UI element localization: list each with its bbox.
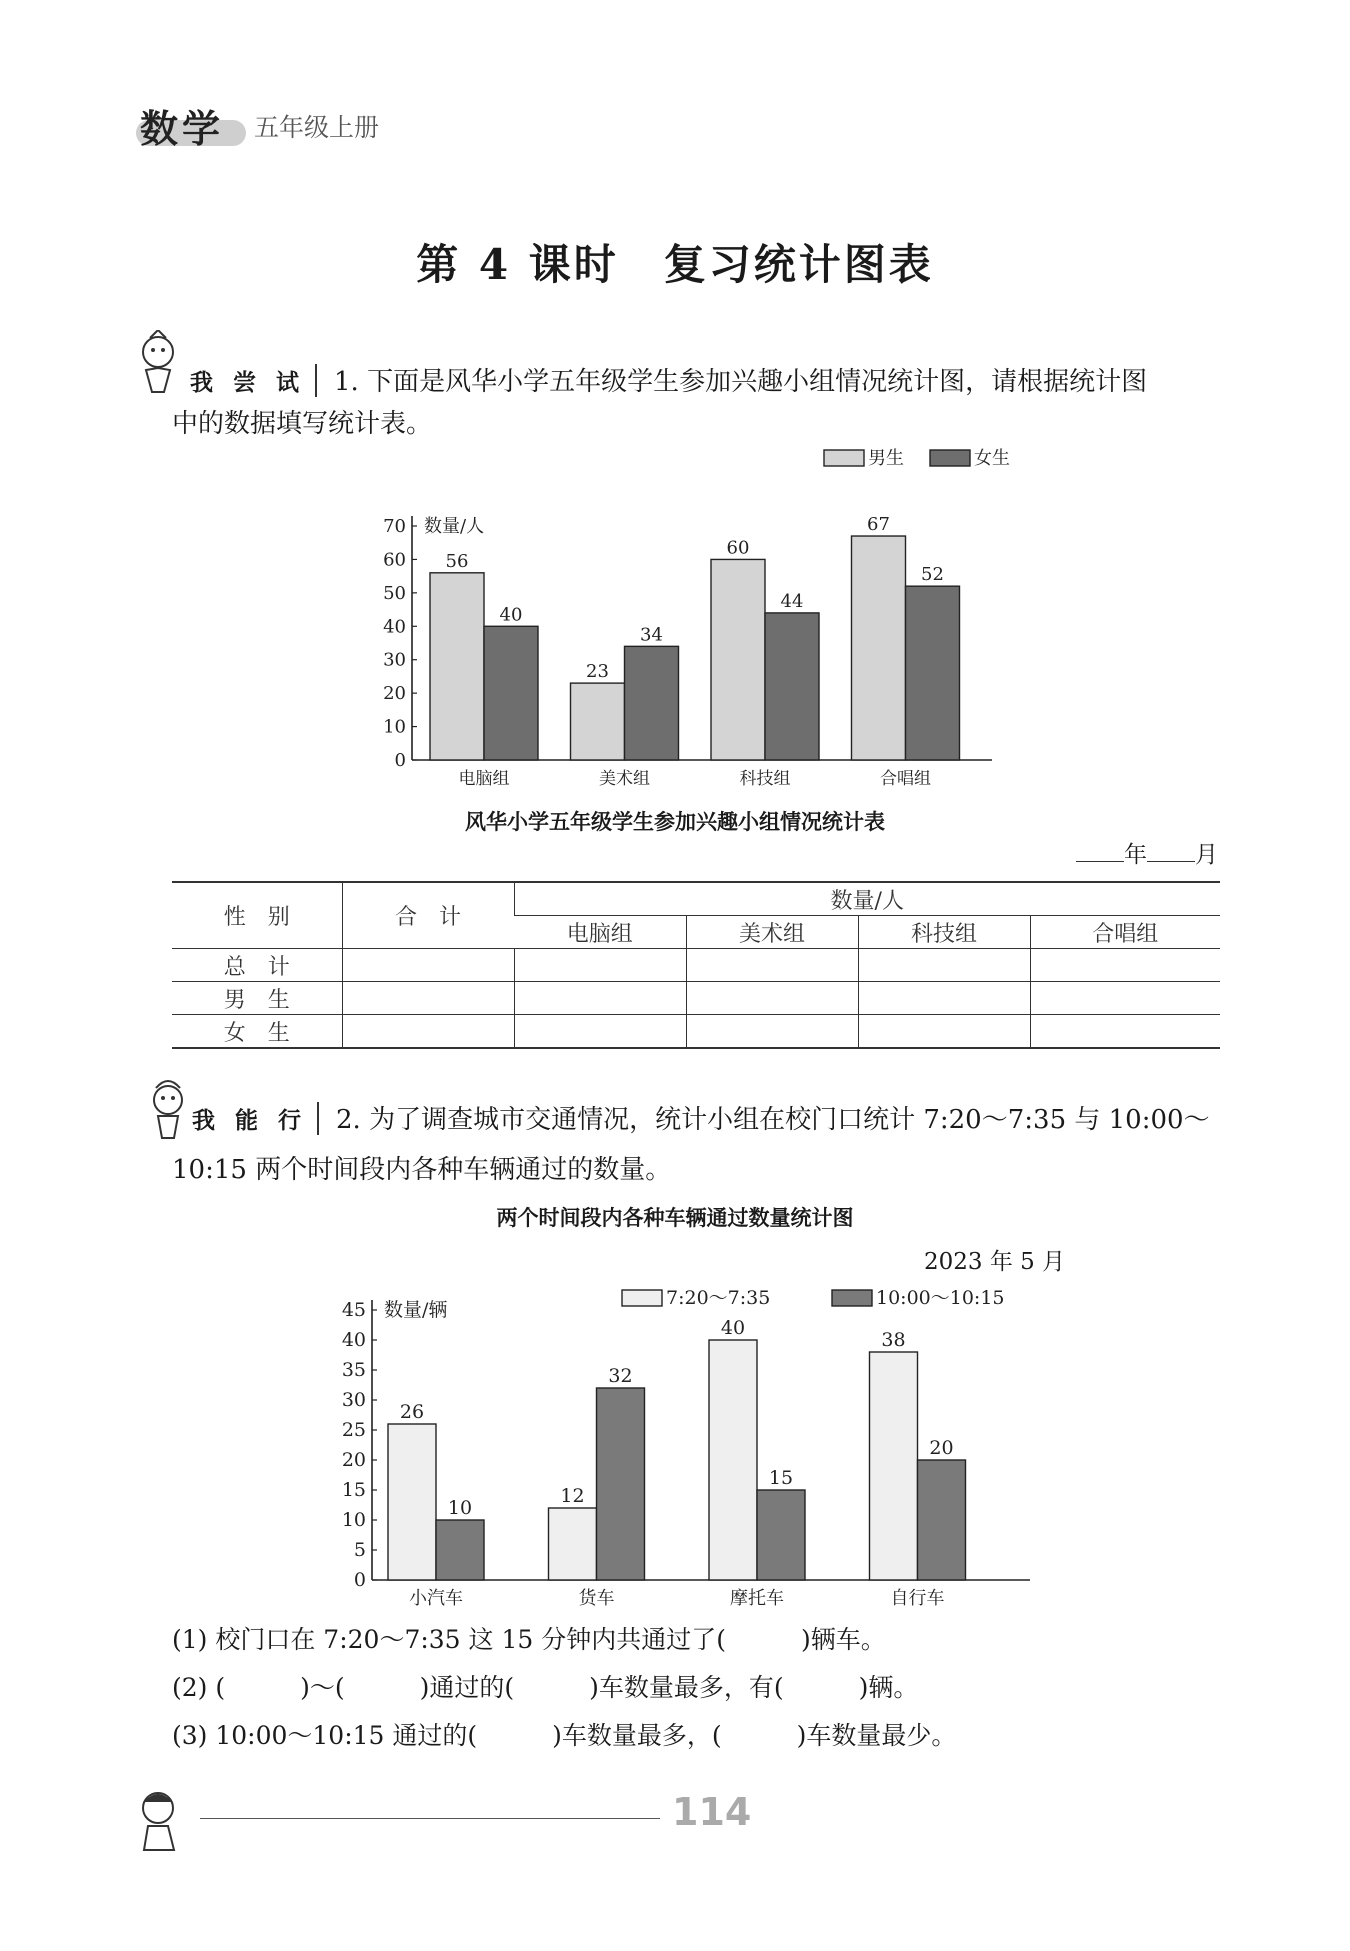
table-row-label: 男 生	[172, 982, 342, 1015]
y-tick-label: 0	[394, 750, 406, 771]
table-header-total: 合 计	[342, 882, 514, 949]
data-label: 67	[867, 514, 890, 536]
legend-swatch	[622, 1290, 662, 1306]
x-tick-label: 摩托车	[730, 1588, 784, 1609]
data-label: 10	[447, 1497, 473, 1519]
q1-badge: 我 尝 试	[190, 364, 317, 397]
bar	[625, 646, 679, 760]
table-header-gender: 性 别	[172, 882, 342, 949]
footer-mascot-icon	[130, 1786, 190, 1858]
bar	[571, 683, 625, 760]
y-tick-label: 0	[353, 1569, 366, 1591]
legend-label: 10:00～10:15	[876, 1287, 1005, 1309]
y-axis-label: 数量/人	[424, 516, 485, 537]
y-tick-label: 60	[383, 549, 406, 571]
legend-label: 女生	[974, 448, 1010, 469]
chart2-title: 两个时间段内各种车辆通过数量统计图	[496, 1206, 854, 1230]
data-label: 34	[640, 624, 663, 646]
table-cell-blank[interactable]	[858, 1015, 1030, 1049]
y-axis-label: 数量/辆	[384, 1299, 448, 1321]
legend-swatch	[930, 450, 970, 466]
chart-interest-groups	[340, 440, 1040, 790]
table1-title: 风华小学五年级学生参加兴趣小组情况统计表	[465, 810, 885, 834]
table-row-label: 女 生	[172, 1015, 342, 1049]
q2-sub1: (1) 校门口在 7:20～7:35 这 15 分钟内共通过了( )辆车。	[172, 1625, 886, 1654]
legend-swatch	[832, 1290, 872, 1306]
table-cell-blank[interactable]	[858, 982, 1030, 1015]
table-cell-blank[interactable]	[686, 982, 858, 1015]
bar	[430, 573, 484, 760]
bar	[918, 1460, 966, 1580]
x-tick-label: 货车	[578, 1588, 615, 1609]
bar	[597, 1388, 645, 1580]
q1-text-line1: 1. 下面是风华小学五年级学生参加兴趣小组情况统计图，请根据统计图	[334, 367, 1148, 397]
table-cell-blank[interactable]	[1030, 982, 1220, 1015]
y-tick-label: 40	[383, 616, 406, 638]
bar	[711, 559, 765, 760]
table-cell-blank[interactable]	[686, 1015, 858, 1049]
legend-label: 7:20～7:35	[666, 1287, 771, 1309]
data-label: 40	[499, 604, 523, 626]
y-tick-label: 20	[383, 683, 406, 705]
bar	[436, 1520, 484, 1580]
data-label: 15	[768, 1467, 794, 1489]
q2-badge: 我 能 行	[192, 1102, 319, 1135]
table-cell-blank[interactable]	[342, 1015, 514, 1049]
bar	[852, 536, 906, 760]
y-tick-label: 40	[341, 1329, 366, 1351]
y-tick-label: 25	[341, 1419, 366, 1441]
table-header-group: 科技组	[858, 916, 1030, 949]
stat-table	[172, 881, 1220, 1049]
lesson-title: 第 4 课时 复习统计图表	[416, 240, 934, 289]
bar	[765, 613, 819, 760]
data-label: 56	[445, 550, 469, 572]
y-tick-label: 30	[341, 1389, 366, 1411]
table-cell-blank[interactable]	[342, 982, 514, 1015]
x-tick-label: 合唱组	[880, 769, 931, 789]
mascot-icon	[128, 330, 188, 400]
table-cell-blank[interactable]	[1030, 1015, 1220, 1049]
header-subject: 数学	[140, 107, 225, 151]
y-tick-label: 70	[383, 516, 406, 537]
x-tick-label: 自行车	[890, 1588, 945, 1609]
table-header-group: 合唱组	[1030, 916, 1220, 949]
bar	[388, 1424, 436, 1580]
x-tick-label: 美术组	[599, 769, 650, 789]
q2-sub3: (3) 10:00～10:15 通过的( )车数量最多，( )车数量最少。	[172, 1721, 957, 1750]
mascot-icon	[140, 1078, 196, 1144]
data-label: 40	[720, 1317, 746, 1339]
data-label: 52	[921, 564, 944, 586]
table-cell-blank[interactable]	[342, 949, 514, 982]
footer-rule	[200, 1818, 660, 1819]
y-tick-label: 35	[341, 1359, 366, 1381]
table-cell-blank[interactable]	[858, 949, 1030, 982]
q2-text-line2: 10:15 两个时间段内各种车辆通过的数量。	[172, 1155, 672, 1185]
y-tick-label: 10	[341, 1509, 366, 1531]
legend-swatch	[824, 450, 864, 466]
bar	[906, 586, 960, 760]
q1-text-line2: 中的数据填写统计表。	[172, 409, 433, 439]
data-label: 23	[586, 661, 609, 683]
y-tick-label: 45	[341, 1299, 366, 1321]
y-tick-label: 10	[383, 716, 406, 738]
table-cell-blank[interactable]	[514, 1015, 686, 1049]
bar	[709, 1340, 757, 1580]
data-label: 26	[399, 1401, 425, 1423]
y-tick-label: 50	[383, 582, 406, 604]
bar	[549, 1508, 597, 1580]
bar	[870, 1352, 918, 1580]
data-label: 12	[560, 1485, 585, 1507]
y-tick-label: 5	[353, 1539, 366, 1561]
data-label: 44	[780, 590, 804, 612]
table-header-group: 电脑组	[514, 916, 686, 949]
y-tick-label: 30	[383, 649, 406, 671]
table-cell-blank[interactable]	[514, 949, 686, 982]
header-grade: 五年级上册	[254, 113, 380, 142]
data-label: 32	[608, 1365, 633, 1387]
bar	[757, 1490, 805, 1580]
table-row-label: 总 计	[172, 949, 342, 982]
y-tick-label: 15	[341, 1479, 366, 1501]
q2-text-line1: 2. 为了调查城市交通情况，统计小组在校门口统计 7:20～7:35 与 10:00～	[336, 1105, 1210, 1135]
y-tick-label: 20	[341, 1449, 366, 1471]
x-tick-label: 电脑组	[458, 769, 510, 789]
legend-label: 男生	[868, 448, 904, 469]
bar	[484, 626, 538, 760]
table-cell-blank[interactable]	[1030, 949, 1220, 982]
chart-vehicles	[320, 1280, 1080, 1620]
x-tick-label: 科技组	[739, 769, 791, 789]
table-header-qty: 数量/人	[514, 882, 1220, 916]
data-label: 20	[929, 1437, 954, 1459]
page-number: 114	[672, 1790, 752, 1834]
table1-date: 年 月	[1076, 836, 1218, 869]
data-label: 60	[726, 537, 750, 559]
table-header-group: 美术组	[686, 916, 858, 949]
table-cell-blank[interactable]	[514, 982, 686, 1015]
x-tick-label: 小汽车	[409, 1588, 463, 1609]
chart2-date: 2023 年 5 月	[924, 1249, 1066, 1275]
table-cell-blank[interactable]	[686, 949, 858, 982]
data-label: 38	[881, 1329, 906, 1351]
q2-sub2: (2) ( )～( )通过的( )车数量最多，有( )辆。	[172, 1673, 919, 1702]
